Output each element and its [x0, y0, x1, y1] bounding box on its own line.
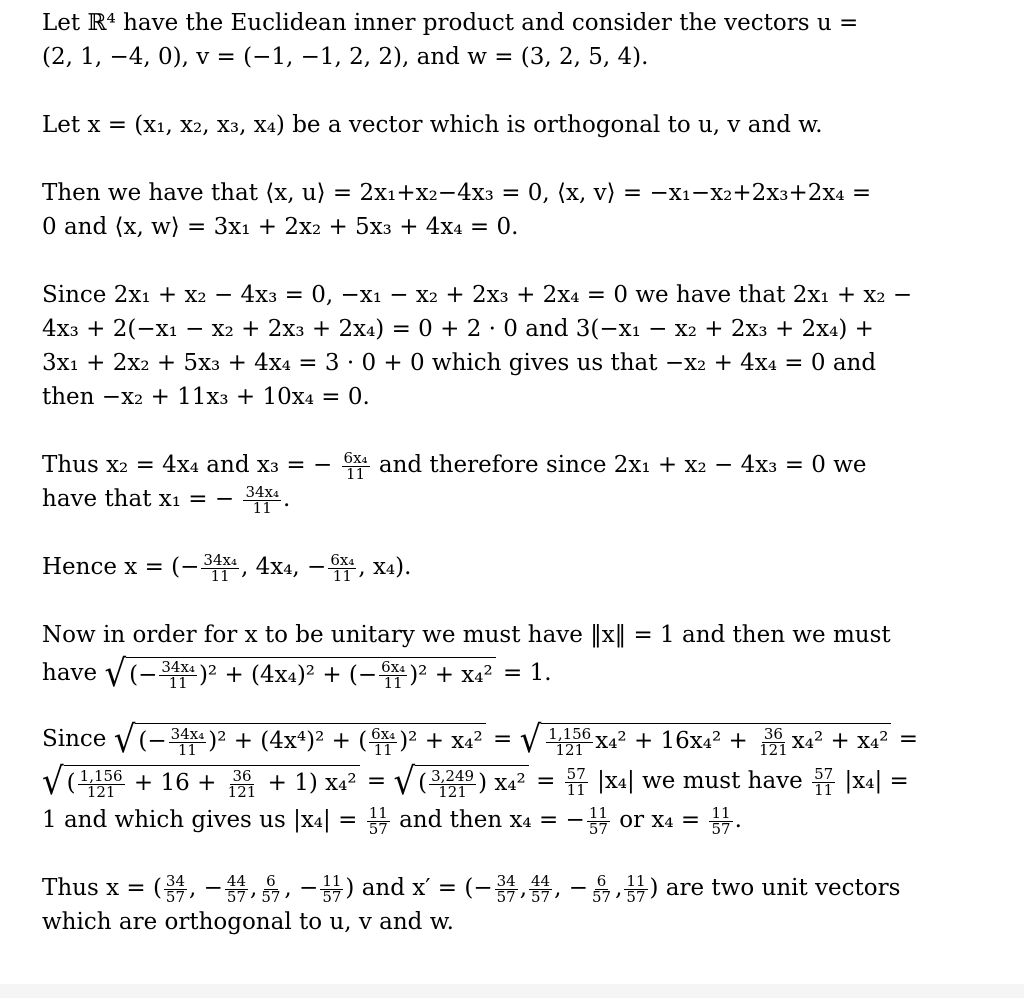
fraction [379, 660, 407, 691]
fraction [259, 871, 282, 906]
text-line [42, 803, 980, 837]
text-run: ) and x′ = (− [345, 875, 493, 902]
text-line [42, 448, 980, 482]
radicand [541, 723, 891, 758]
fraction-numerator: 36 [763, 724, 783, 743]
fraction-numerator: 6x₄ [330, 550, 355, 569]
text-run: x₄² + x₄² [791, 728, 889, 754]
text-line [42, 871, 980, 905]
fraction-numerator: 6x₄ [371, 724, 396, 743]
paragraph-norm-computation [42, 719, 980, 837]
text-line [42, 550, 980, 584]
text-run: + 1) x₄² [267, 770, 357, 796]
text-run: Since [42, 726, 107, 753]
text-run: , − [554, 875, 589, 902]
text-run: )² + (4x⁴)² + ( [208, 728, 368, 754]
text-line [42, 759, 980, 803]
fraction [243, 482, 281, 517]
fraction-denominator: 121 [759, 740, 788, 759]
fraction-denominator: 57 [588, 819, 608, 838]
text-run: have [42, 660, 98, 686]
fraction [201, 550, 239, 585]
fraction-denominator: 11 [252, 498, 272, 517]
fraction-numerator: 34x₄ [161, 658, 195, 677]
fraction-denominator: 11 [383, 674, 403, 693]
text-run: ( [418, 770, 428, 796]
fraction [529, 871, 552, 906]
fraction-denominator: 57 [322, 887, 342, 906]
fraction-numerator: 34 [165, 871, 186, 890]
fraction-denominator: 57 [626, 887, 646, 906]
fraction [320, 871, 343, 906]
text-line: (2, 1, −4, 0), v = (−1, −1, 2, 2), and w = (3, 2, 5, 4). [42, 44, 649, 70]
text-line: Let ℝ⁴ have the Euclidean inner product and consider the vectors u = [42, 10, 859, 36]
text-run: Hence x = (− [42, 554, 200, 580]
fraction-denominator: 121 [555, 740, 585, 759]
paragraph-solve-components [42, 448, 980, 516]
fraction [546, 724, 593, 759]
fraction-denominator: 11 [168, 674, 188, 693]
fraction-numerator: 1,156 [548, 724, 592, 743]
fraction-denominator: 57 [368, 819, 388, 838]
text-line: which are orthogonal to u, v and w. [42, 909, 454, 936]
text-run: 1 and which gives us |x₄| = [42, 807, 358, 834]
square-root [393, 759, 528, 804]
text-run: )² + x₄² [409, 661, 493, 688]
fraction-numerator: 34 [496, 871, 516, 890]
paragraph-elimination [42, 278, 980, 414]
text-run: Thus x = ( [42, 875, 162, 902]
fraction-denominator: 11 [373, 740, 393, 759]
fraction-numerator: 57 [566, 764, 586, 783]
text-line: 3x₁ + 2x₂ + 5x₃ + 4x₄ = 3 · 0 + 0 which gives us that −x₂ + 4x₄ = 0 and [42, 350, 877, 376]
fraction-numerator: 34x₄ [203, 550, 237, 569]
text-run: , − [189, 875, 223, 902]
fraction-numerator: 11 [322, 871, 342, 890]
square-root [113, 717, 486, 762]
fraction-denominator: 57 [226, 887, 247, 906]
text-line [42, 482, 980, 516]
square-root [104, 651, 495, 696]
text-run: = [366, 768, 387, 795]
fraction-denominator: 11 [177, 740, 197, 759]
text-run: |x₄| we must have [597, 768, 803, 795]
text-run: and then x₄ = − [399, 807, 585, 834]
fraction [565, 764, 588, 799]
fraction-denominator: 11 [210, 566, 230, 585]
fraction-numerator: 1,156 [79, 766, 123, 785]
text-run: , [615, 875, 623, 902]
fraction-numerator: 44 [226, 871, 247, 890]
fraction-denominator: 57 [592, 887, 612, 906]
fraction-denominator: 11 [332, 566, 352, 585]
fraction-denominator: 57 [711, 819, 731, 838]
fraction [587, 803, 610, 838]
fraction [226, 766, 259, 801]
fraction-denominator: 57 [496, 887, 516, 906]
fraction [624, 871, 647, 906]
fraction [590, 871, 613, 906]
fraction-numerator: 6 [266, 871, 276, 890]
text-run: = [536, 768, 556, 795]
fraction-denominator: 57 [531, 887, 551, 906]
fraction [225, 871, 248, 906]
text-run: (− [129, 661, 158, 688]
radicand [64, 765, 360, 800]
fraction-numerator: 3,249 [431, 766, 475, 785]
text-run: . [734, 807, 742, 834]
fraction [367, 803, 390, 838]
text-line [42, 717, 980, 762]
fraction [757, 724, 790, 759]
text-line: 0 and ⟨x, w⟩ = 3x₁ + 2x₂ + 5x₃ + 4x₄ = 0. [42, 214, 519, 240]
fraction [812, 764, 835, 799]
paragraph-conclusion [42, 871, 980, 939]
fraction-numerator: 34x₄ [170, 724, 205, 743]
text-run: x₄² + 16x₄² + [595, 728, 748, 754]
text-line [42, 651, 980, 696]
fraction-numerator: 11 [626, 871, 646, 890]
fraction [159, 660, 197, 691]
fraction-denominator: 11 [814, 780, 834, 799]
radicand [126, 657, 496, 692]
fraction-denominator: 57 [261, 887, 281, 906]
fraction-numerator: 11 [588, 803, 608, 822]
fraction-denominator: 11 [566, 780, 586, 799]
paragraph-inner-products [42, 176, 980, 244]
text-run: + 16 + [133, 770, 217, 796]
text-run: , [250, 875, 258, 902]
fraction-numerator: 57 [814, 764, 834, 783]
fraction [429, 766, 476, 801]
fraction [369, 724, 397, 759]
text-run: , [519, 875, 528, 902]
fraction-numerator: 6x₄ [381, 658, 406, 677]
text-run: have that x₁ = − [42, 486, 235, 512]
fraction [342, 448, 370, 483]
fraction-denominator: 57 [165, 887, 186, 906]
text-run: )² + x₄² [399, 728, 483, 754]
text-run: or x₄ = [619, 807, 701, 834]
text-run: and therefore since 2x₁ + x₂ − 4x₃ = 0 we [378, 452, 867, 478]
fraction-denominator: 11 [346, 464, 366, 483]
radical-sign: √ [104, 651, 127, 696]
radical-sign: √ [113, 717, 136, 762]
text-line: Since 2x₁ + x₂ − 4x₃ = 0, −x₁ − x₂ + 2x₃ + 2x₄ = 0 we have that 2x₁ + x₂ − [42, 282, 913, 308]
text-run: Thus x₂ = 4x₄ and x₃ = − [42, 452, 333, 478]
radical-sign: √ [393, 759, 416, 804]
radicand [415, 765, 529, 800]
fraction [709, 803, 732, 838]
fraction [169, 724, 207, 759]
text-run: , 4x₄, − [240, 554, 327, 580]
text-line: Then we have that ⟨x, u⟩ = 2x₁+x₂−4x₃ = 0, ⟨x, v⟩ = −x₁−x₂+2x₃+2x₄ = [42, 180, 872, 206]
text-run: = [493, 726, 513, 753]
text-run: ) x₄² [478, 770, 526, 796]
paragraph-define-x [42, 108, 980, 142]
fraction-numerator: 44 [531, 871, 551, 890]
paragraph-unit-condition [42, 618, 980, 696]
fraction-numerator: 6x₄ [343, 448, 368, 467]
fraction [495, 871, 518, 906]
radical-sign: √ [42, 759, 64, 804]
text-run: , − [284, 875, 319, 902]
text-run: (− [138, 728, 167, 754]
square-root [519, 717, 892, 762]
fraction-numerator: 11 [711, 803, 731, 822]
radical-sign: √ [519, 717, 542, 762]
fraction [78, 766, 125, 801]
fraction [328, 550, 356, 585]
fraction-numerator: 11 [368, 803, 388, 822]
fraction-numerator: 36 [232, 766, 252, 785]
fraction-numerator: 6 [596, 871, 607, 890]
fraction-denominator: 121 [86, 782, 116, 801]
text-run: ) are two unit vectors [649, 875, 901, 902]
text-line: 4x₃ + 2(−x₁ − x₂ + 2x₃ + 2x₄) = 0 + 2 · 0 and 3(−x₁ − x₂ + 2x₃ + 2x₄) + [42, 316, 874, 342]
fraction-numerator: 34x₄ [245, 482, 279, 501]
text-run: . [283, 486, 291, 512]
text-run: |x₄| = [844, 768, 909, 795]
paragraph-setup [42, 6, 980, 74]
text-run: = 1. [503, 660, 552, 686]
bottom-strip [0, 984, 1024, 998]
text-run: = [898, 726, 919, 753]
fraction-denominator: 121 [438, 782, 467, 801]
fraction [164, 871, 187, 906]
text-line: Now in order for x to be unitary we must have ‖x‖ = 1 and then we must [42, 622, 891, 648]
radicand [135, 723, 485, 758]
text-run: )² + (4x₄)² + (− [198, 661, 378, 688]
square-root [42, 759, 360, 804]
text-line: Let x = (x₁, x₂, x₃, x₄) be a vector which is orthogonal to u, v and w. [42, 112, 823, 138]
text-run: , x₄). [358, 554, 412, 580]
fraction-denominator: 121 [227, 782, 257, 801]
text-line: then −x₂ + 11x₃ + 10x₄ = 0. [42, 384, 370, 410]
paragraph-general-solution [42, 550, 980, 584]
text-run: ( [66, 770, 76, 796]
